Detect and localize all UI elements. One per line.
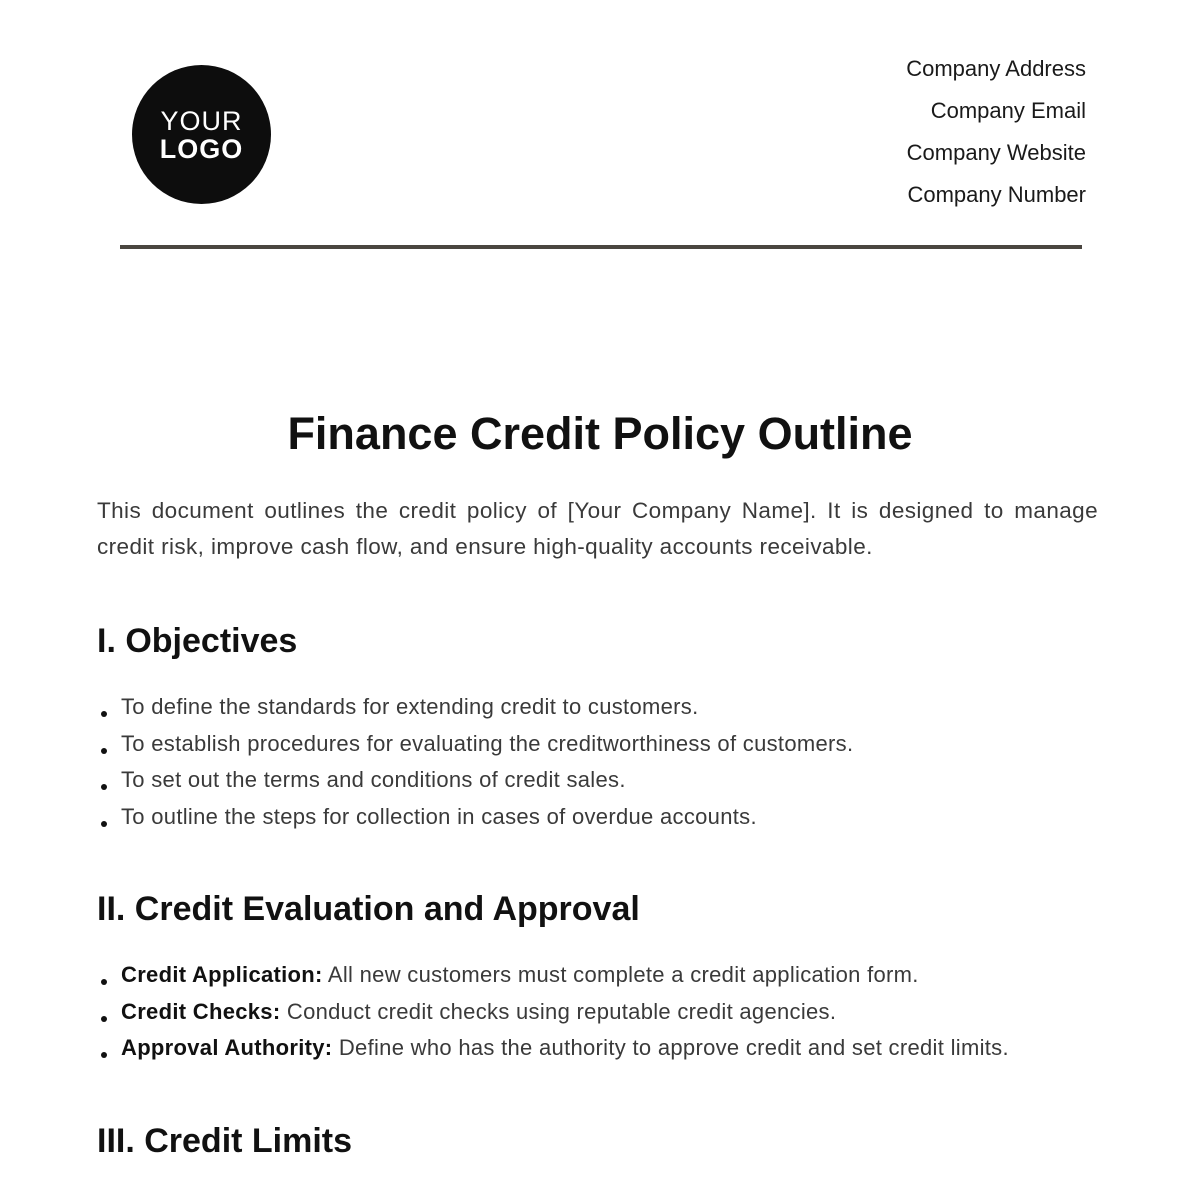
company-contact-block bbox=[906, 52, 1086, 220]
bullet-icon bbox=[101, 821, 107, 827]
company-address: Company Address bbox=[906, 56, 1086, 81]
company-email: Company Email bbox=[930, 98, 1086, 123]
list-item-term: Approval Authority: bbox=[121, 1035, 333, 1060]
bullet-icon bbox=[101, 711, 107, 717]
list-item bbox=[97, 1030, 1087, 1067]
company-number: Company Number bbox=[907, 182, 1086, 207]
list-item bbox=[97, 762, 1087, 799]
list-item-text: All new customers must complete a credit application form. bbox=[322, 962, 919, 987]
list-item bbox=[97, 994, 1087, 1031]
credit-evaluation-list bbox=[97, 957, 1087, 1067]
bullet-icon bbox=[101, 979, 107, 985]
company-logo bbox=[132, 65, 271, 204]
section-heading-credit-limits: III. Credit Limits bbox=[97, 1122, 353, 1160]
list-item-text: Define who has the authority to approve credit and set credit limits. bbox=[332, 1035, 1009, 1060]
list-item-text: To outline the steps for collection in cases of overdue accounts. bbox=[121, 803, 757, 829]
bullet-icon bbox=[101, 784, 107, 790]
list-item bbox=[97, 799, 1087, 836]
list-item bbox=[97, 726, 1087, 763]
header-divider bbox=[120, 245, 1082, 249]
list-item-text: Conduct credit checks using reputable credit agencies. bbox=[280, 998, 837, 1024]
logo-line-1: YOUR bbox=[160, 105, 243, 136]
company-website: Company Website bbox=[906, 140, 1086, 165]
list-item-text: To establish procedures for evaluating the creditworthiness of customers. bbox=[121, 730, 854, 756]
section-heading-objectives: I. Objectives bbox=[97, 622, 298, 660]
list-item-text: To set out the terms and conditions of credit sales. bbox=[121, 767, 626, 792]
list-item-term: Credit Checks: bbox=[121, 998, 281, 1024]
list-item bbox=[97, 689, 1087, 726]
list-item bbox=[97, 957, 1087, 994]
document-title: Finance Credit Policy Outline bbox=[287, 408, 913, 459]
list-item-term: Credit Application: bbox=[121, 962, 323, 987]
objectives-list bbox=[97, 689, 1087, 835]
bullet-icon bbox=[101, 1052, 107, 1058]
section-heading-credit-evaluation: II. Credit Evaluation and Approval bbox=[97, 890, 640, 928]
logo-line-2: LOGO bbox=[159, 133, 244, 164]
intro-paragraph: This document outlines the credit policy of [Your Company Name]. It is designed to manage credit risk, improve cash flow, and ensure high-quality accounts receivable. bbox=[97, 498, 1098, 559]
bullet-icon bbox=[101, 1016, 107, 1022]
bullet-icon bbox=[101, 748, 107, 754]
list-item-text: To define the standards for extending credit to customers. bbox=[121, 694, 699, 719]
